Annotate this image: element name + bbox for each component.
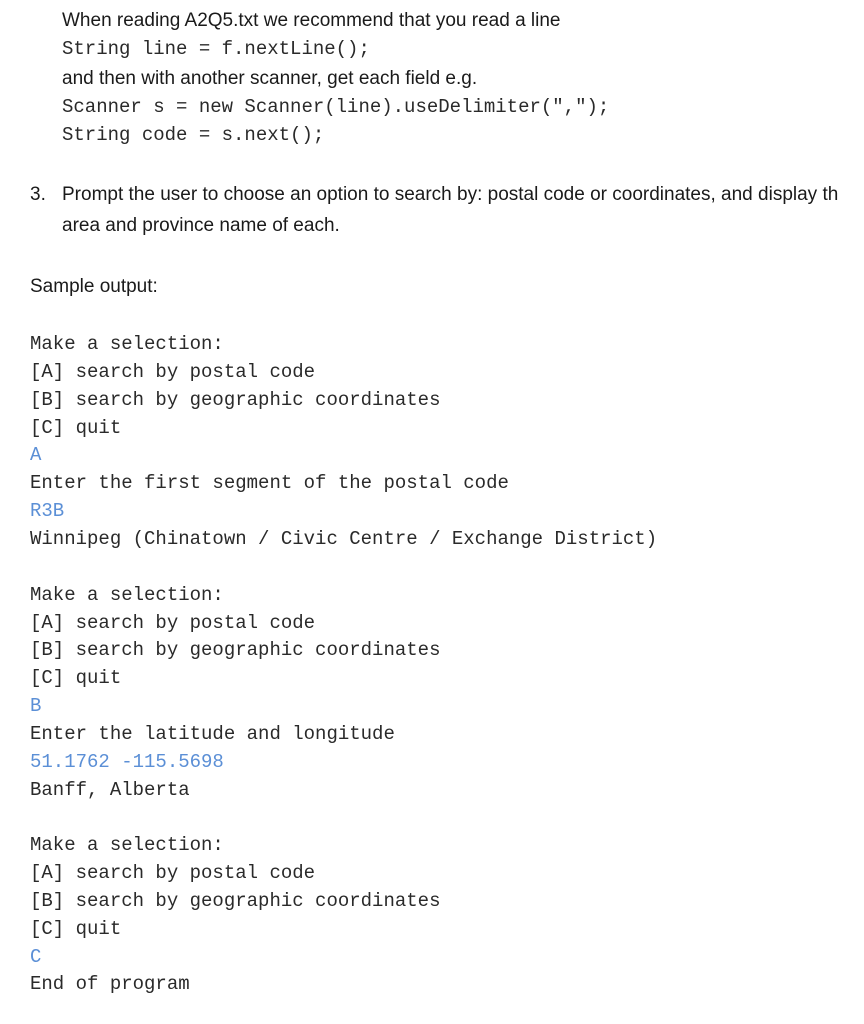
option-c: [C] quit [30,918,122,940]
option-c: [C] quit [30,417,122,439]
question-text-line-2: area and province name of each. [62,215,340,236]
result-line: Banff, Alberta [30,779,190,801]
intro-line-2: and then with another scanner, get each field e.g. [62,68,478,89]
option-a: [A] search by postal code [30,612,316,634]
option-b: [B] search by geographic coordinates [30,890,441,912]
option-b: [B] search by geographic coordinates [30,639,441,661]
question-text-line-1: Prompt the user to choose an option to search by: postal code or coordinates, and display th [62,184,839,205]
selection-prompt: Make a selection: [30,834,224,856]
selection-prompt: Make a selection: [30,584,224,606]
option-b: [B] search by geographic coordinates [30,389,441,411]
option-c: [C] quit [30,667,122,689]
option-a: [A] search by postal code [30,361,316,383]
option-a: [A] search by postal code [30,862,316,884]
input-request: Enter the latitude and longitude [30,723,395,745]
user-input-value: 51.1762 -115.5698 [30,751,224,773]
user-input-choice: C [30,946,42,968]
end-of-program: End of program [30,973,190,995]
user-input-choice: B [30,695,42,717]
code-line-1: String line = f.nextLine(); [62,38,370,60]
code-line-3: String code = s.next(); [62,124,325,146]
code-line-2: Scanner s = new Scanner(line).useDelimiter(","); [62,96,610,118]
user-input-choice: A [30,444,42,466]
input-request: Enter the first segment of the postal code [30,472,509,494]
sample-output-label: Sample output: [30,276,158,297]
intro-line-1: When reading A2Q5.txt we recommend that you read a line [62,10,561,31]
question-number: 3. [30,184,46,205]
result-line: Winnipeg (Chinatown / Civic Centre / Exchange District) [30,528,658,550]
user-input-value: R3B [30,500,65,522]
selection-prompt: Make a selection: [30,333,224,355]
